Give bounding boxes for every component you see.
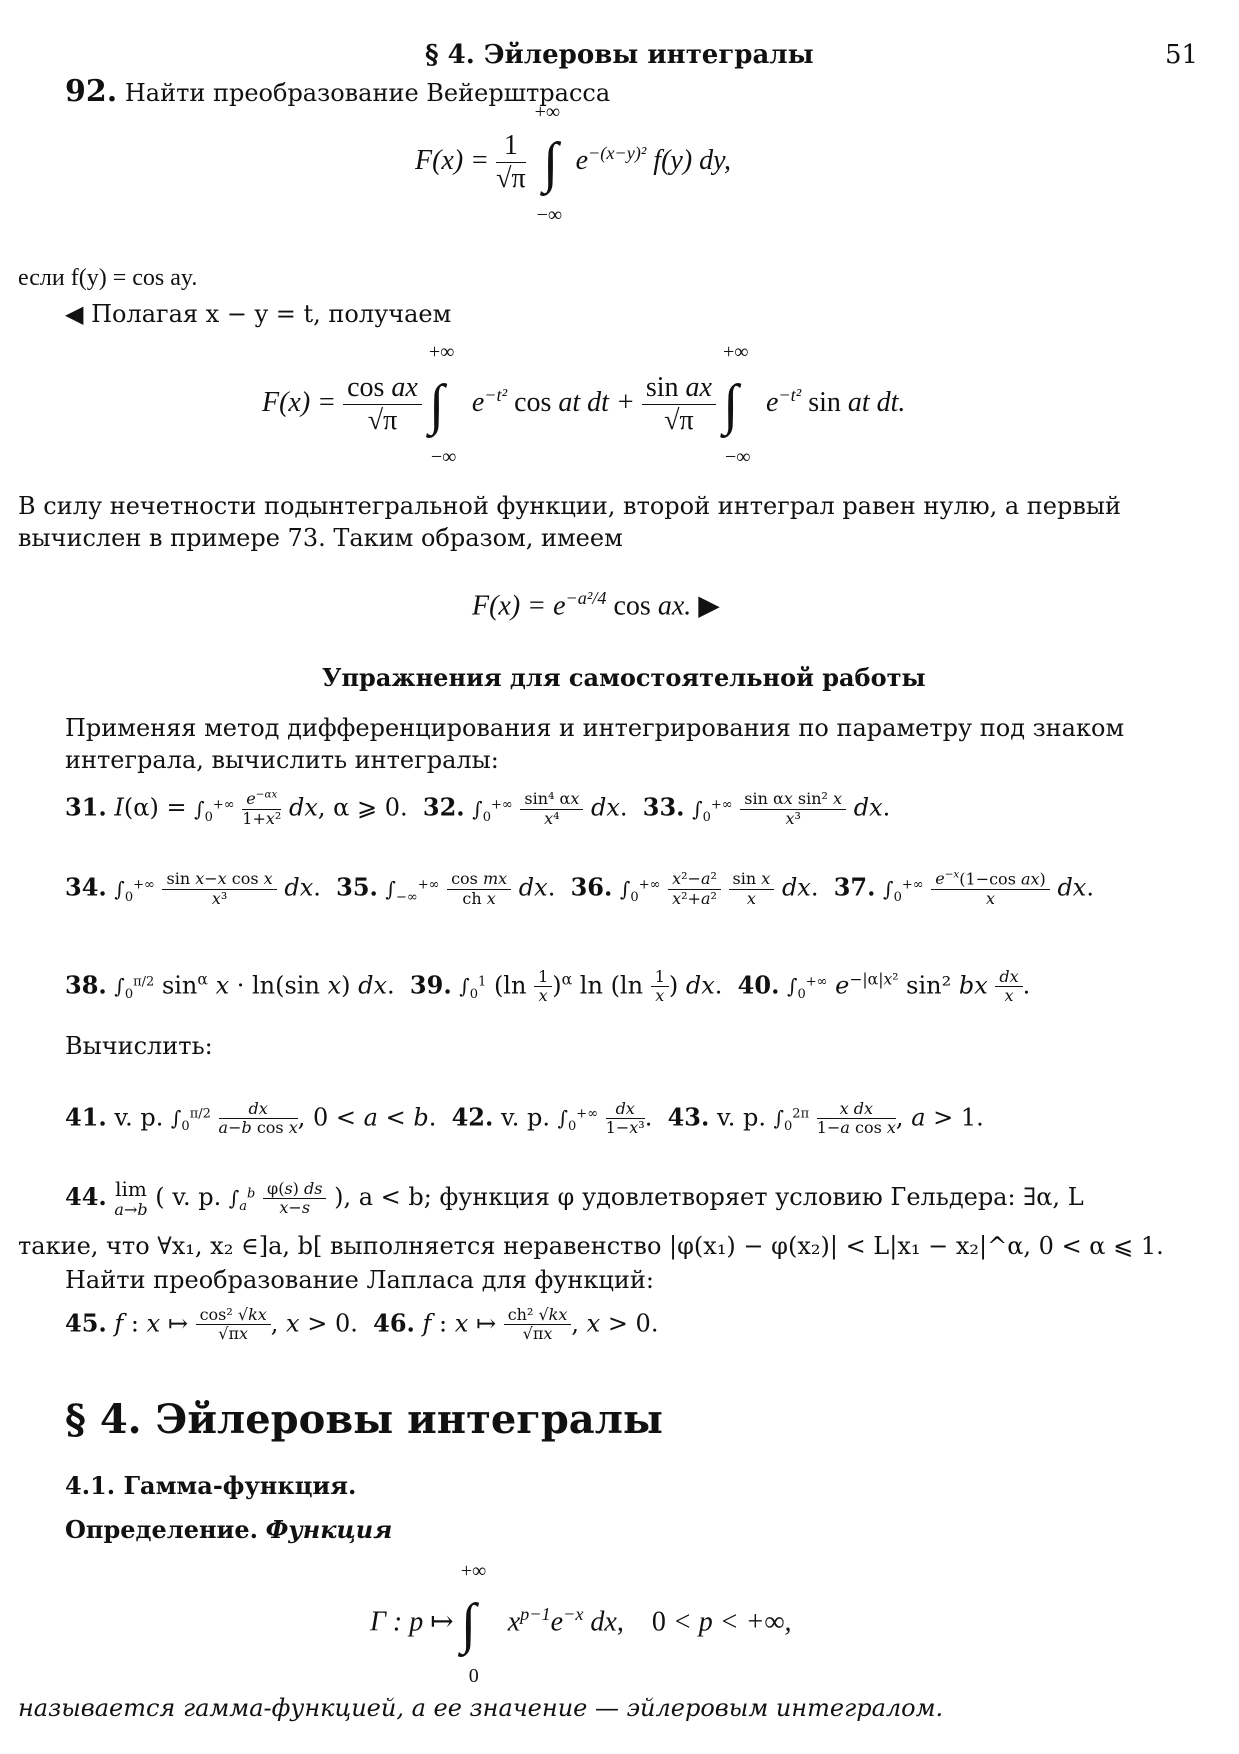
exercise-44-continuation: такие, что ∀x₁, x₂ ∈]a, b[ выполняется неравенство |φ(x₁) − φ(x₂)| < L|x₁ − x₂|^α, 0 < α ⩽ 1. [18, 1232, 1164, 1260]
substitution-formula: F(x) = $\frac{\text{cos ax}}{√\pi}$ +∞ ∫ −∞ $e^{-t^2}$ cos at dt + $\frac{\text{sin ax}}{√\pi}$ +∞ ∫ −∞ $e^{-t^2}$ sin at dt. [262, 340, 906, 468]
page-number: 51 [1165, 40, 1199, 70]
exercise-row-41-43: 41. v. p. $\int_0^{\pi/2}$ $\frac{dx}{\text{a−b cos x}}$ , 0 < a < b. 42. v. p. $\int_0^{+\infty}$ $\frac{dx}{\text{1−x³}}$ . 43. v. p. $\int_0^{2\pi}$ $\frac{\text{x dx}}{\text{1−a cos x}}$ , a > 1. [65, 1099, 984, 1138]
compute-label: Вычислить: [65, 1032, 213, 1060]
section-title: § 4. Эйлеровы интегралы [65, 1396, 664, 1443]
example-statement: Найти преобразование Вейерштрасса [124, 79, 611, 107]
example-number: 92. [65, 74, 118, 109]
exercise-row-45-46: 45. f : x ↦ $\frac{\text{cos² √kx}}{√\pi x}$ , x > 0. 46. f : x ↦ $\frac{\text{ch² √kx}}{√\pi x}$ , x > 0. [65, 1305, 659, 1344]
exercises-intro: Применяя метод дифференцирования и интегрирования по параметру под знаком интеграла, вычислить интегралы: [65, 714, 1125, 774]
definition-line [65, 1514, 392, 1546]
subsection-title: 4.1. Гамма-функция. [65, 1471, 357, 1500]
laplace-label: Найти преобразование Лапласа для функций: [65, 1266, 654, 1294]
example-hint: ◀ Полагая x − y = t, получаем [65, 300, 452, 328]
exercise-44-tail: , a < b; функция φ удовлетворяет условию Гельдера: ∃α, L [343, 1183, 1084, 1212]
exercise-row-31-33: 31. $I(\alpha) = \int_0^{+\infty}$ $\frac{e^{-\alpha x}}{\text{1+x²}}$ dx, α ⩾ 0. 32. $\int_0^{+\infty}$ $\frac{\text{sin⁴ αx}}{\text{x⁴}}$ dx. 33. $\int_0^{+\infty}$ $\frac{\text{sin αx sin² x}}{\text{x³}}$ dx. [65, 789, 891, 828]
example-92-heading [65, 76, 610, 109]
exercise-row-34-37: 34. $\int_0^{+\infty}$ $\frac{\text{sin x−x cos x}}{\text{x³}}$ dx. 35. $\int_{-\infty}^{+\infty}$ $\frac{\text{cos mx}}{\text{ch x}}$ dx. 36. $\int_0^{+\infty}$ $\frac{\text{x²−a²}}{\text{x²+a²}}$ $\frac{\text{sin x}}{x}$ dx. 37. $\int_0^{+\infty}$ $\frac{e^{-x}(1-\cos ax)}{x}$ dx. [65, 869, 1094, 908]
weierstrass-formula: F(x) = $\frac{1}{√\pi}$ +∞ ∫ −∞ $e^{-(x-y)^2}$ f(y) dy, [415, 100, 732, 226]
example-result: $F(x) = e^{-a^2/4}$ cos ax. ▶ [472, 588, 720, 622]
gamma-formula: Γ : p ↦ +∞ ∫ 0 $x^{p-1}e^{-x}$ dx, 0 < p < +∞, [370, 1560, 792, 1687]
example-explanation: В силу нечетности подынтегральной функции, второй интеграл равен нулю, а первый вычислен в примере 73. Таким образом, имеем [18, 492, 1121, 552]
definition-label: Определение. [65, 1515, 258, 1544]
definition-lead: Функция [265, 1515, 393, 1544]
example-condition: если f(y) = cos ay. [18, 265, 198, 291]
running-title: § 4. Эйлеровы интегралы [425, 40, 814, 70]
exercise-row-38-40: 38. $\int_0^{\pi/2}$ $\sin^\alpha x \cdot \ln(\sin$ x) dx. 39. $\int_0^1$ (ln $\frac{1}{x}$ )$^\alpha$ ln (ln $\frac{1}{x}$ ) dx. 40. $\int_0^{+\infty}$ $e^{-|\alpha|x^2}$ sin² bx $\frac{dx}{x}$ . [65, 967, 1031, 1006]
exercises-heading: Упражнения для самостоятельной работы [322, 663, 926, 692]
definition-text: называется гамма-функцией, а ее значение — эйлеровым интегралом. [18, 1694, 944, 1722]
exercise-44: 44. lim a→b ( v. p. $\int_a^b$ $\frac{\varphi(s) ds}{x-s}$ ), a < b; функция φ удовлетворяет условию Гельдера: ∃α, L [65, 1177, 1084, 1219]
